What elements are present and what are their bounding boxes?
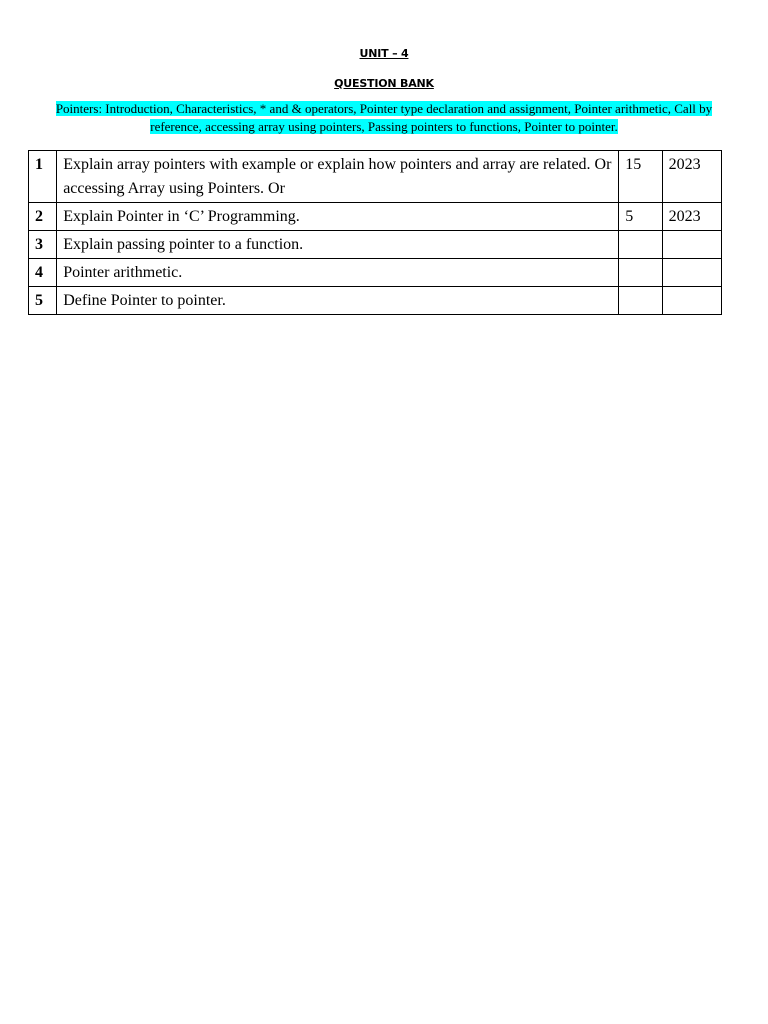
question-text: Explain Pointer in ‘C’ Programming. — [57, 203, 619, 231]
question-text: Explain array pointers with example or explain how pointers and array are related. Or accessing Array using Pointers. Or — [57, 151, 619, 203]
question-bank-title: QUESTION BANK — [334, 77, 434, 90]
topics-paragraph — [40, 100, 728, 136]
unit-title: UNIT – 4 — [359, 47, 409, 60]
question-year: 2023 — [662, 151, 721, 203]
question-number: 4 — [29, 259, 57, 287]
question-year — [662, 231, 721, 259]
question-marks — [619, 287, 662, 315]
question-text: Pointer arithmetic. — [57, 259, 619, 287]
question-marks: 15 — [619, 151, 662, 203]
table-row — [29, 231, 722, 259]
table-row — [29, 259, 722, 287]
question-table — [28, 150, 722, 315]
question-text: Explain passing pointer to a function. — [57, 231, 619, 259]
question-text: Define Pointer to pointer. — [57, 287, 619, 315]
table-row — [29, 151, 722, 203]
question-marks — [619, 259, 662, 287]
question-number: 1 — [29, 151, 57, 203]
topics-highlighted-text: Pointers: Introduction, Characteristics, * and & operators, Pointer type declaration and assignment, Pointer arithmetic, Call by reference, accessing array using pointers, Passing pointers to functions, Pointer to pointer. — [55, 101, 713, 134]
table-row — [29, 287, 722, 315]
question-marks: 5 — [619, 203, 662, 231]
question-number: 3 — [29, 231, 57, 259]
question-number: 2 — [29, 203, 57, 231]
question-year — [662, 259, 721, 287]
question-year — [662, 287, 721, 315]
question-year: 2023 — [662, 203, 721, 231]
question-number: 5 — [29, 287, 57, 315]
question-marks — [619, 231, 662, 259]
table-row — [29, 203, 722, 231]
